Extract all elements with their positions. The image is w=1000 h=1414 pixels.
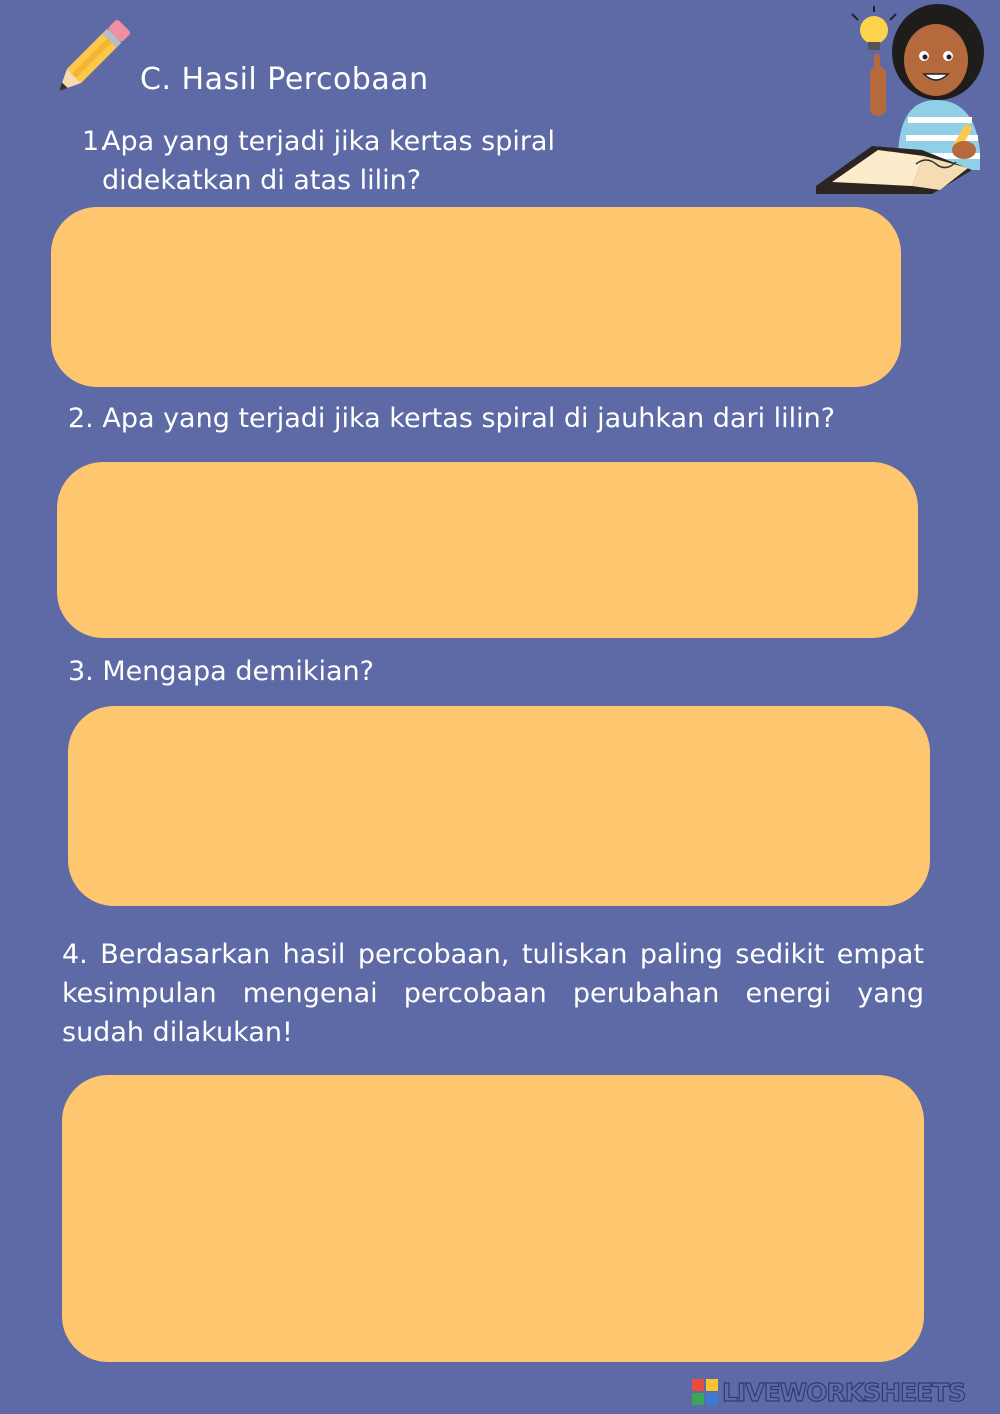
liveworksheets-logo-icon: [692, 1379, 718, 1405]
question-4-text: 4. Berdasarkan hasil percobaan, tuliskan paling sedikit empat kesimpulan mengenai percobaan perubahan energi yang sudah dilakukan!: [62, 939, 924, 1048]
answer-box-1[interactable]: [51, 207, 901, 387]
question-2-text: 2. Apa yang terjadi jika kertas spiral di jauhkan dari lilin?: [68, 403, 836, 434]
girl-reading-illustration: [812, 0, 1000, 195]
page-title: C. Hasil Percobaan: [140, 62, 429, 98]
lightbulb-icon: [852, 6, 896, 50]
answer-box-2[interactable]: [57, 462, 918, 638]
question-3-text: 3. Mengapa demikian?: [68, 656, 374, 687]
answer-box-3[interactable]: [68, 706, 930, 906]
question-1-number: 1.: [82, 126, 108, 157]
answer-box-4[interactable]: [62, 1075, 924, 1362]
question-1-text: Apa yang terjadi jika kertas spiral didekatkan di atas lilin?: [102, 126, 555, 196]
watermark: [692, 1378, 965, 1406]
pencil-icon: [46, 14, 136, 104]
watermark-text: LIVEWORKSHEETS: [722, 1377, 966, 1407]
